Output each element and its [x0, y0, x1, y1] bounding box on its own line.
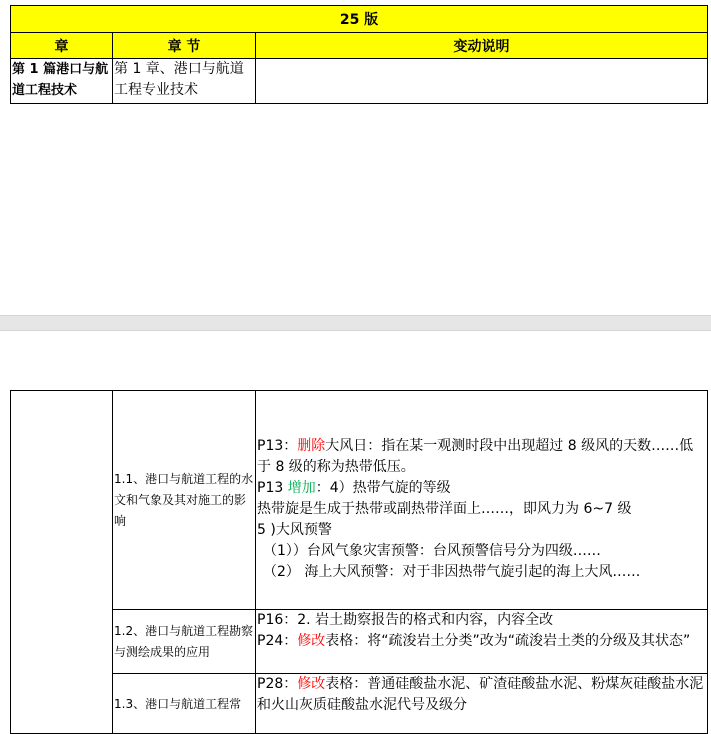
change-line: P24：修改表格：将“疏浚岩土分类”改为“疏浚岩土类的分级及其状态”: [257, 633, 691, 649]
col-header-chapter: 章: [11, 33, 113, 59]
page-1: [0, 0, 711, 315]
change-line: （1））台风气象灾害预警：台风预警信号分为四级……: [263, 542, 601, 559]
change-line: P16：2. 岩土勘察报告的格式和内容，内容全改: [257, 612, 554, 628]
change-line: 5 )大风预警: [257, 521, 332, 538]
col-header-section: 章 节: [113, 33, 256, 59]
change-cell: [256, 59, 708, 104]
section-cell: 第 1 章、港口与航道工程专业技术: [113, 59, 256, 104]
section-cell-1-2: 1.2、港口与航道工程勘察与测绘成果的应用: [113, 610, 256, 674]
change-line: P28：修改表格：普通硅酸盐水泥、矿渣硅酸盐水泥、粉煤灰硅酸盐水泥和火山灰质硅酸盐水泥代号及级分: [257, 676, 704, 713]
chapter-cell: 第 1 篇港口与航道工程技术: [11, 59, 113, 104]
change-table-header: [10, 5, 708, 104]
change-cell-1-1: [256, 391, 708, 610]
section-cell-1-3: 1.3、港口与航道工程常: [113, 674, 256, 734]
chapter-cell-empty: [11, 391, 113, 734]
version-title: 25 版: [11, 6, 708, 33]
section-cell-1-1: 1.1、港口与航道工程的水文和气象及其对施工的影响: [113, 391, 256, 610]
page-separator: [0, 315, 711, 331]
change-line: P13 增加：4）热带气旋的等级: [257, 479, 451, 496]
col-header-change: 变动说明: [256, 33, 708, 59]
change-cell-1-2: [256, 610, 708, 674]
change-line: P13：删除大风日：指在某一观测时段中出现超过 8 级风的天数……低于 8 级的称为热带低压。: [257, 437, 694, 475]
change-line: （2） 海上大风预警：对于非因热带气旋引起的海上大风……: [263, 563, 641, 580]
change-line: 热带旋是生成于热带或副热带洋面上……，即风力为 6~7 级: [257, 500, 632, 517]
change-table-body: [10, 390, 708, 734]
page-2: [0, 331, 711, 713]
change-cell-1-3: [256, 674, 708, 734]
